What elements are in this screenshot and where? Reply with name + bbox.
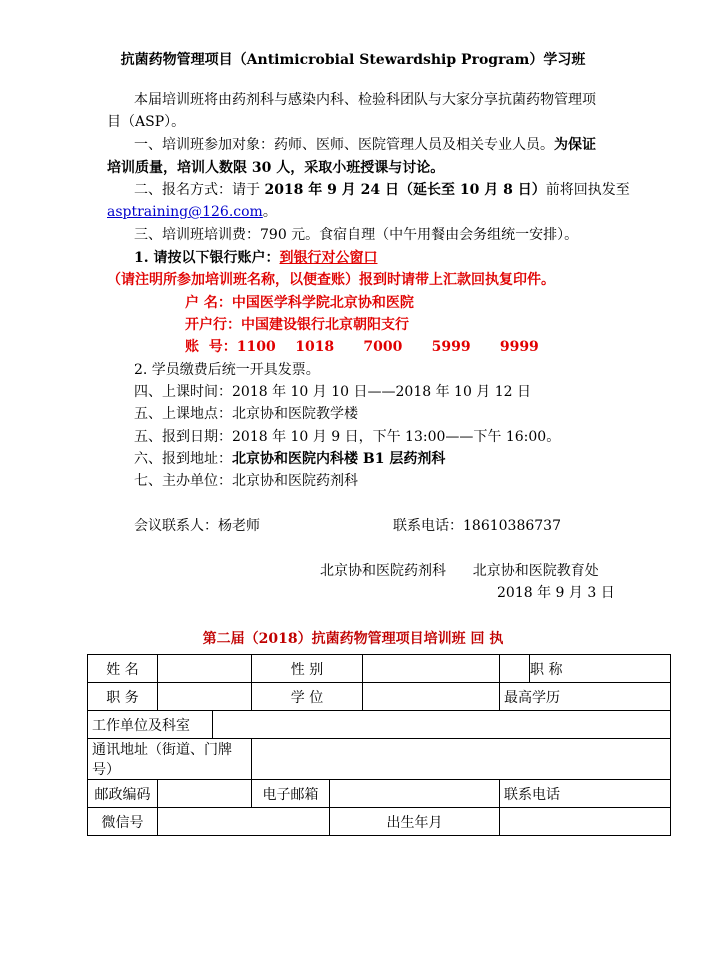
item-6: [134, 449, 445, 469]
item-3: 三、培训班培训费：790 元。食宿自理（中午用餐由会务组统一安排）。: [134, 227, 579, 243]
position-label: 职 务: [88, 683, 158, 711]
phone-cell: [500, 780, 671, 808]
name-field[interactable]: [158, 655, 252, 683]
education-label: 最高学历: [504, 689, 561, 706]
bank-line: [134, 248, 378, 268]
form-row-5: [88, 780, 671, 808]
email-label: 电子邮箱: [252, 780, 330, 808]
form-row-2: [88, 683, 671, 711]
email-link[interactable]: asptraining@126.com: [107, 204, 263, 220]
bank-note: （请注明所参加培训班名称，以便查账）报到时请带上汇款回执复印件。: [107, 272, 555, 288]
form-row-3: [88, 711, 671, 739]
title-cell: [530, 655, 671, 683]
item-1: [134, 135, 596, 155]
birth-label: 出生年月: [330, 808, 500, 836]
email-field[interactable]: [330, 780, 500, 808]
phone-label: 联系电话: [504, 786, 561, 803]
wechat-field[interactable]: [158, 808, 330, 836]
page-title: 抗菌药物管理项目（Antimicrobial Stewardship Program）学习班: [120, 52, 586, 68]
gender-label: 性 别: [252, 655, 363, 683]
address-label: 通讯地址（街道、门牌号）: [88, 739, 252, 780]
bank-name: 开户行：中国建设银行北京朝阳支行: [185, 317, 409, 333]
degree-field[interactable]: [363, 683, 500, 711]
item-6-address: 北京协和医院内科楼 B1 层药剂科: [232, 451, 446, 467]
account-number: 账 号：1100 1018 7000 5999 9999: [185, 339, 539, 355]
item-6-text: 六、报到地址：: [134, 451, 232, 467]
reply-form-title: 第二届（2018）抗菌药物管理项目培训班 回 执: [202, 631, 504, 647]
education-cell: [500, 683, 671, 711]
item-1-cont: 培训质量，培训人数限 30 人，采取小班授课与讨论。: [107, 160, 445, 176]
reply-form-table: [87, 654, 671, 836]
item-4: 四、上课时间：2018 年 10 月 10 日——2018 年 10 月 12 日: [134, 384, 532, 400]
form-row-6: [88, 808, 671, 836]
email-suffix: 。: [262, 204, 277, 220]
item-5: 五、上课地点：北京协和医院教学楼: [134, 406, 358, 422]
birth-field[interactable]: [500, 808, 671, 836]
item-2: [134, 180, 630, 200]
postcode-field[interactable]: [158, 780, 252, 808]
wechat-label: 微信号: [88, 808, 158, 836]
postcode-label: 邮政编码: [88, 780, 158, 808]
date: 2018 年 9 月 3 日: [497, 585, 615, 601]
item-1-bold: 为保证: [554, 137, 596, 153]
workplace-field[interactable]: [213, 711, 671, 739]
invoice-note: 2. 学员缴费后统一开具发票。: [134, 362, 320, 378]
form-row-4: [88, 739, 671, 780]
intro-line-1: 本届培训班将由药剂科与感染内科、检验科团队与大家分享抗菌药物管理项: [134, 92, 596, 108]
degree-label: 学 位: [252, 683, 363, 711]
item-1-text: 一、培训班参加对象：药师、医师、医院管理人员及相关专业人员。: [134, 137, 554, 153]
item-5b: 五、报到日期：2018 年 10 月 9 日，下午 13:00——下午 16:00。: [134, 429, 561, 445]
gender-field[interactable]: [363, 655, 500, 683]
intro-line-2: 目（ASP）。: [107, 114, 186, 130]
item-2-text: 二、报名方式：请于: [134, 182, 265, 198]
title-label: 职 称: [530, 661, 563, 678]
spacer-cell: [500, 655, 530, 683]
account-name: 户 名：中国医学科学院北京协和医院: [185, 295, 414, 311]
name-label: 姓 名: [88, 655, 158, 683]
item-2-tail: 前将回执发至: [545, 182, 630, 198]
workplace-label: 工作单位及科室: [88, 711, 213, 739]
bank-instruction: 1. 请按以下银行账户：: [134, 250, 280, 266]
organizers: 北京协和医院药剂科 北京协和医院教育处: [320, 563, 599, 579]
contact-person: 会议联系人：杨老师: [134, 518, 260, 534]
address-field[interactable]: [252, 739, 671, 780]
form-row-1: [88, 655, 671, 683]
bank-window: 到银行对公窗口: [279, 250, 378, 266]
position-field[interactable]: [158, 683, 252, 711]
email-line: [107, 202, 277, 222]
item-7: 七、主办单位：北京协和医院药剂科: [134, 473, 358, 489]
contact-phone: 联系电话：18610386737: [393, 518, 561, 534]
item-2-deadline: 2018 年 9 月 24 日（延长至 10 月 8 日）: [264, 182, 546, 198]
